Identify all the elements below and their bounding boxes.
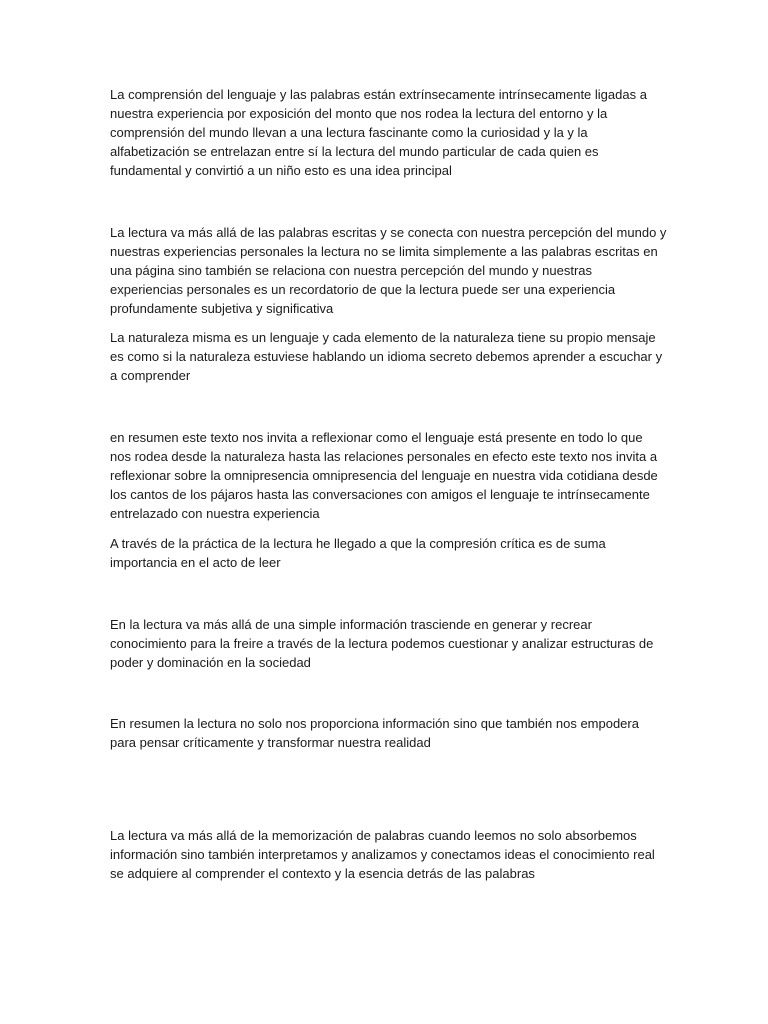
- text-line: conocimiento para la freire a través de la lectura podemos cuestionar y analizar estructuras de: [110, 636, 654, 651]
- paragraph: [110, 428, 662, 523]
- text-line: A través de la práctica de la lectura he llegado a que la compresión crítica es de suma: [110, 536, 606, 551]
- paragraph: [110, 534, 662, 572]
- paragraph: [110, 328, 662, 385]
- text-line: se adquiere al comprender el contexto y la esencia detrás de las palabras: [110, 866, 535, 881]
- text-line: poder y dominación en la sociedad: [110, 655, 311, 670]
- text-line: nuestra experiencia por exposición del monto que nos rodea la lectura del entorno y la: [110, 106, 608, 121]
- text-line: La naturaleza misma es un lenguaje y cada elemento de la naturaleza tiene su propio mensaje: [110, 330, 656, 345]
- text-line: es como si la naturaleza estuviese hablando un idioma secreto debemos aprender a escuchar y: [110, 349, 663, 364]
- text-line: a comprender: [110, 368, 191, 383]
- paragraph: [110, 223, 667, 318]
- text-line: En la lectura va más allá de una simple información trasciende en generar y recrear: [110, 617, 592, 632]
- text-line: profundamente subjetiva y significativa: [110, 301, 334, 316]
- paragraph: [110, 85, 662, 180]
- text-line: experiencias personales es un recordatorio de que la lectura puede ser una experiencia: [110, 282, 616, 297]
- text-line: para pensar críticamente y transformar nuestra realidad: [110, 735, 431, 750]
- text-line: información sino también interpretamos y analizamos y conectamos ideas el conocimiento real: [110, 847, 655, 862]
- text-line: una página sino también se relaciona con nuestra percepción del mundo y nuestras: [110, 263, 593, 278]
- paragraph: [110, 714, 662, 752]
- paragraph: [110, 826, 662, 883]
- text-line: En resumen la lectura no solo nos proporciona información sino que también nos empodera: [110, 716, 639, 731]
- text-line: La comprensión del lenguaje y las palabras están extrínsecamente intrínsecamente ligadas a: [110, 87, 647, 102]
- text-line: fundamental y convirtió a un niño esto es una idea principal: [110, 163, 452, 178]
- text-line: nos rodea desde la naturaleza hasta las relaciones personales en efecto este texto nos invita a: [110, 449, 658, 464]
- text-line: La lectura va más allá de las palabras escritas y se conecta con nuestra percepción del mundo y: [110, 225, 667, 240]
- text-line: reflexionar sobre la omnipresencia omnipresencia del lenguaje en nuestra vida cotidiana desde: [110, 468, 658, 483]
- text-line: comprensión del mundo llevan a una lectura fascinante como la curiosidad y la y la: [110, 125, 588, 140]
- text-line: en resumen este texto nos invita a reflexionar como el lenguaje está presente en todo lo que: [110, 430, 643, 445]
- text-line: los cantos de los pájaros hasta las conversaciones con amigos el lenguaje te intrínsecamente: [110, 487, 650, 502]
- text-line: entrelazado con nuestra experiencia: [110, 506, 320, 521]
- text-line: alfabetización se entrelazan entre sí la lectura del mundo particular de cada quien es: [110, 144, 599, 159]
- text-line: nuestras experiencias personales la lectura no se limita simplemente a las palabras escritas en: [110, 244, 658, 259]
- text-line: importancia en el acto de leer: [110, 555, 281, 570]
- text-line: La lectura va más allá de la memorización de palabras cuando leemos no solo absorbemos: [110, 828, 637, 843]
- paragraph: [110, 615, 662, 672]
